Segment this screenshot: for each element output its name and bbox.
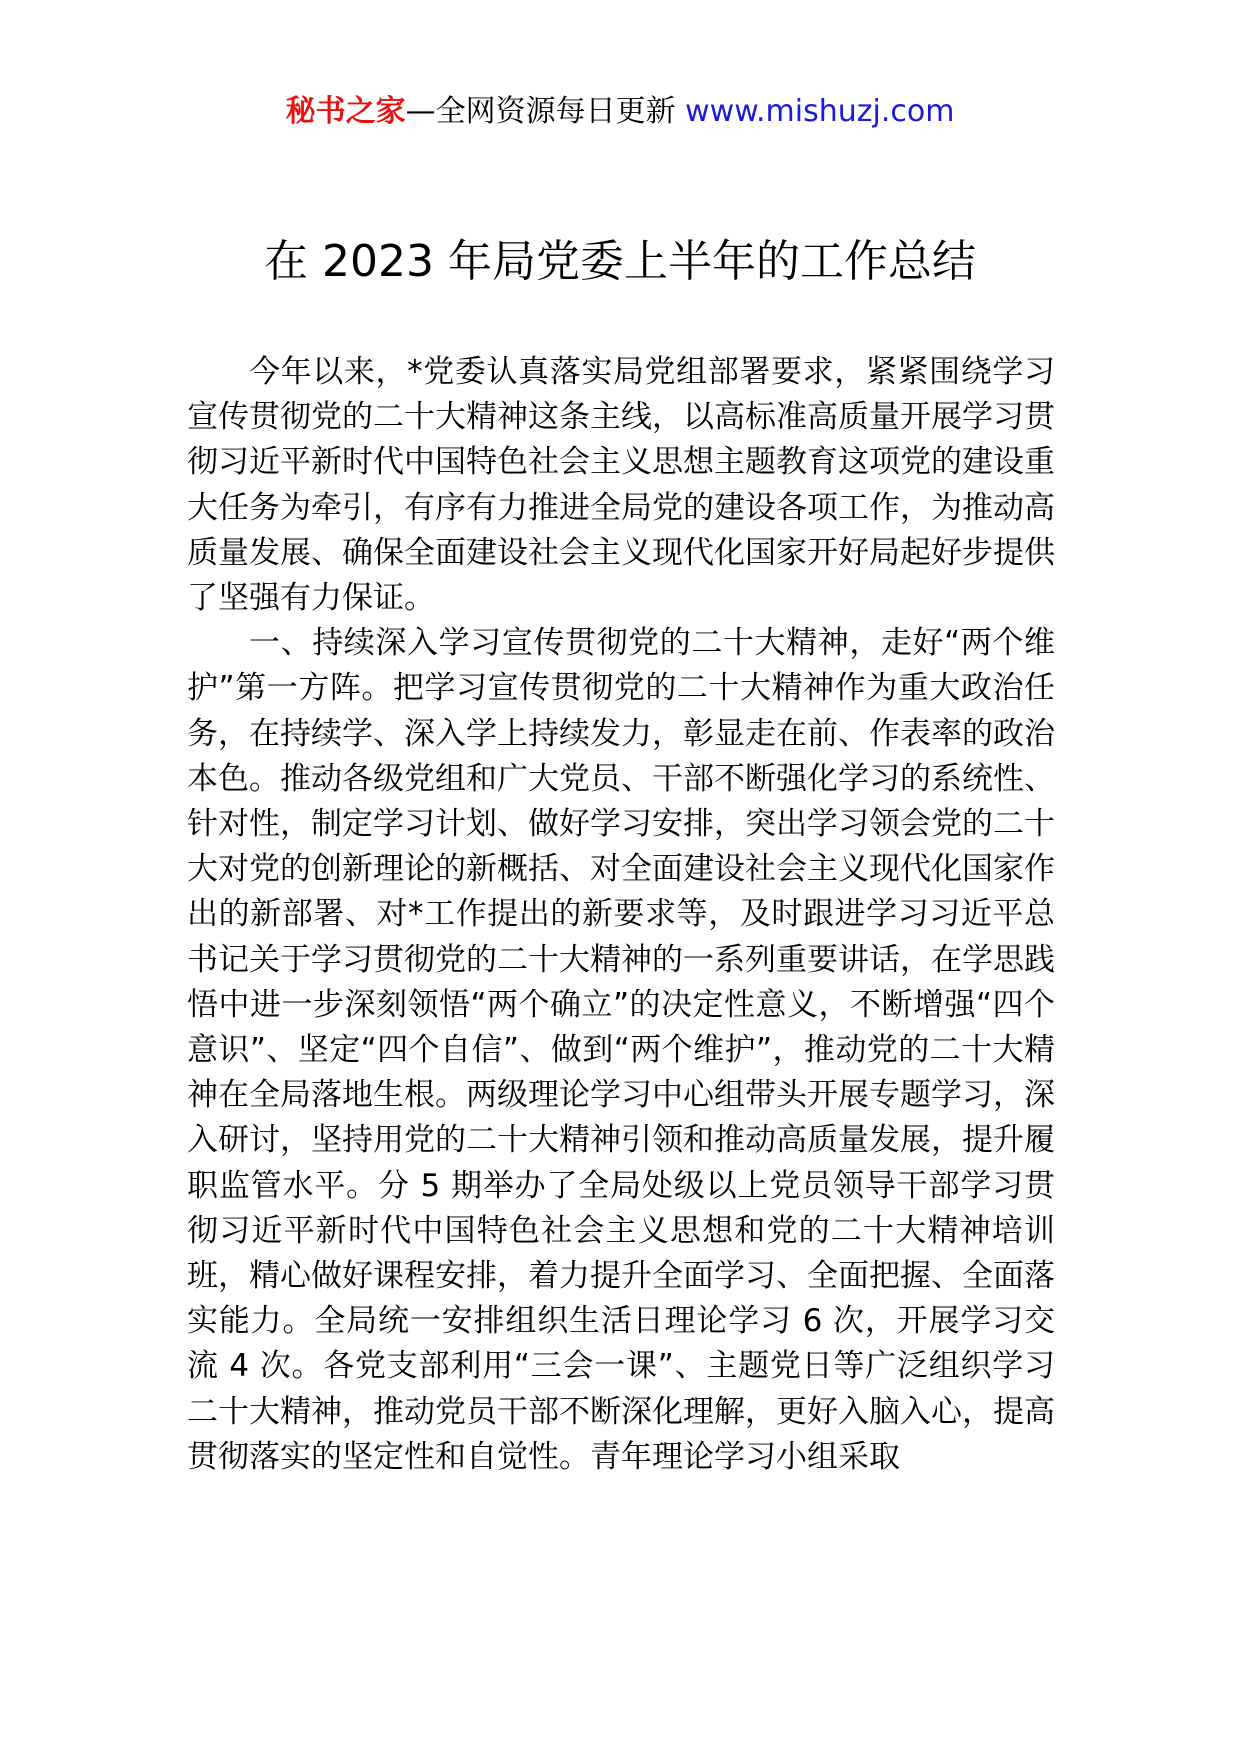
paragraph: 一、持续深入学习宣传贯彻党的二十大精神，走好“两个维护”第一方阵。把学习宣传贯彻党的二十大精神作为重大政治任务，在持续学、深入学上持续发力，彰显走在前、作表率的政治本色。推动各级党组和广大党员、干部不断强化学习的系统性、针对性，制定学习计划、做好学习安排，突出学习领会党的二十大对党的创新理论的新概括、对全面建设社会主义现代化国家作出的新部署、对*工作提出的新要求等，及时跟进学习习近平总书记关于学习贯彻党的二十大精神的一系列重要讲话，在学思践悟中进一步深刻领悟“两个确立”的决定性意义，不断增强“四个意识”、坚定“四个自信”、做到“两个维护”，推动党的二十大精神在全局落地生根。两级理论学习中心组带头开展专题学习，深入研讨，坚持用党的二十大精神引领和推动高质量发展，提升履职监管水平。分 5 期举办了全局处级以上党员领导干部学习贯彻习近平新时代中国特色社会主义思想和党的二十大精神培训班，精心做好课程安排，着力提升全面学习、全面把握、全面落实能力。全局统一安排组织生活日理论学习 6 次，开展学习交流 4 次。各党支部利用“三会一课”、主题党日等广泛组织学习二十大精神，推动党员干部不断深化理解，更好入脑入心，提高贯彻落实的坚定性和自觉性。青年理论学习小组采取 — [187, 625, 1055, 1475]
website-link[interactable]: www.mishuzj.com — [685, 94, 955, 129]
brand-name: 秘书之家 — [285, 94, 406, 129]
slogan: —全网资源每日更新 — [405, 94, 686, 129]
paragraph: 今年以来，*党委认真落实局党组部署要求，紧紧围绕学习宣传贯彻党的二十大精神这条主线，以高标准高质量开展学习贯彻习近平新时代中国特色社会主义思想主题教育这项党的建设重大任务为牵引，有序有力推进全局党的建设各项工作，为推动高质量发展、确保全面建设社会主义现代化国家开好局起好步提供了坚强有力保证。 — [187, 354, 1055, 617]
document-body — [187, 350, 1055, 1480]
page-header — [0, 92, 1240, 132]
document-title: 在 2023 年局党委上半年的工作总结 — [264, 236, 976, 287]
